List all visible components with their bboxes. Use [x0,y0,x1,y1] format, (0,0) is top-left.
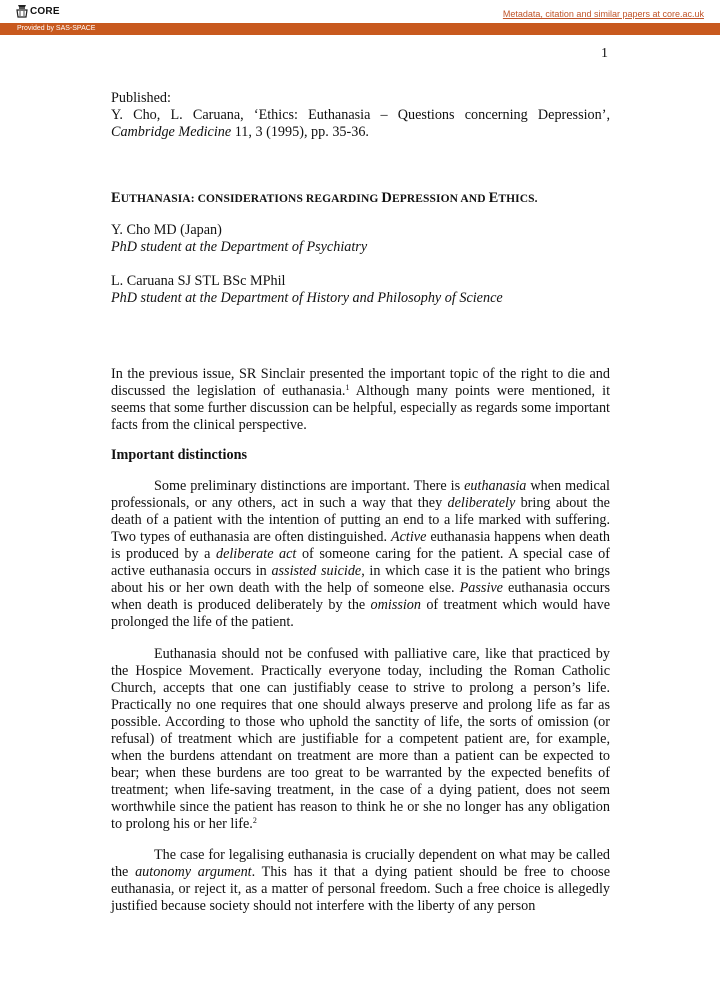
section-heading: Important distinctions [111,447,247,463]
core-header [0,0,720,23]
published-label: Published: [111,90,171,106]
author-1 [111,222,610,256]
core-logo-icon [16,4,28,18]
intro-paragraph: In the previous issue, SR Sinclair presented the important topic of the right to die and discussed the legislation of euthanasia.$^1$ Although many points were mentioned, it seems that some further discussion can be helpful, especially as regards some important facts from the clinical perspective. [111,366,611,433]
author-name: Y. Cho MD (Japan) [111,222,222,238]
published-block [111,90,610,141]
core-metadata-link[interactable]: Metadata, citation and similar papers at core.ac.uk [502,9,704,19]
body-paragraph-1: Some preliminary distinctions are important. There is euthanasia when medical professionals, or any others, act in such a way that they deliberately bring about the death of a patient with the intention of putting an end to a life marked with suffering. Two types of euthanasia are often distinguished. Active euthanasia happens when death is produced by a deliberate act of someone caring for the patient. A special case of active euthanasia occurs in assisted suicide, in which case it is the patient who brings about his or her own death with the help of someone else. Passive euthanasia occurs when death is produced deliberately by the omission of treatment which would have prolonged the life of the patient. [111,478,610,630]
paper-title: EUTHANASIA: CONSIDERATIONS REGARDING DEPRESSION AND ETHICS. [111,190,538,206]
footnote-ref: 1 [345,383,350,392]
author-affiliation: PhD student at the Department of History and Philosophy of Science [111,290,503,306]
provided-by-bar [0,23,720,35]
provided-by-text: Provided by SAS-SPACE [17,25,96,32]
core-name: CORE [30,5,60,17]
citation: Y. Cho, L. Caruana, ‘Ethics: Euthanasia – Questions concerning Depression’, Cambridge Medicine 11, 3 (1995), pp. 35-36. [111,107,610,140]
author-affiliation: PhD student at the Department of Psychiatry [111,239,368,255]
body-paragraph-2: Euthanasia should not be confused with palliative care, like that practiced by the Hospice Movement. Practically everyone today, including the Roman Catholic Church, accepts that one can justifiably cease to strive to prolong a person’s life. Practically no one requires that one should always preserve and prolong life as far as possible. According to those who uphold the sanctity of life, the sorts of omission (or refusal) of treatment which are justifiable for a competent patient are, for example, when the burdens attendant on treatment are more than a patient can be expected to bear; when these burdens are too great to be warranted by the expected benefits of treatment; when life-saving treatment, in the case of a dying patient, does not seem worthwhile since the patient has reason to think he or she no longer has any obligation to prolong his or her life.$^2$ [111,646,610,832]
page-number: 1 [601,46,608,61]
footnote-ref: 2 [252,816,257,825]
journal-name: Cambridge Medicine [111,124,232,140]
author-2 [111,273,610,307]
author-name: L. Caruana SJ STL BSc MPhil [111,273,286,289]
core-logo[interactable] [16,4,60,18]
body-paragraph-3: The case for legalising euthanasia is crucially dependent on what may be called the autonomy argument. This has it that a dying patient should be free to choose euthanasia, or reject it, as a matter of personal freedom. Such a free choice is allegedly justified because society should not interfere with the liberty of any person [111,847,610,914]
